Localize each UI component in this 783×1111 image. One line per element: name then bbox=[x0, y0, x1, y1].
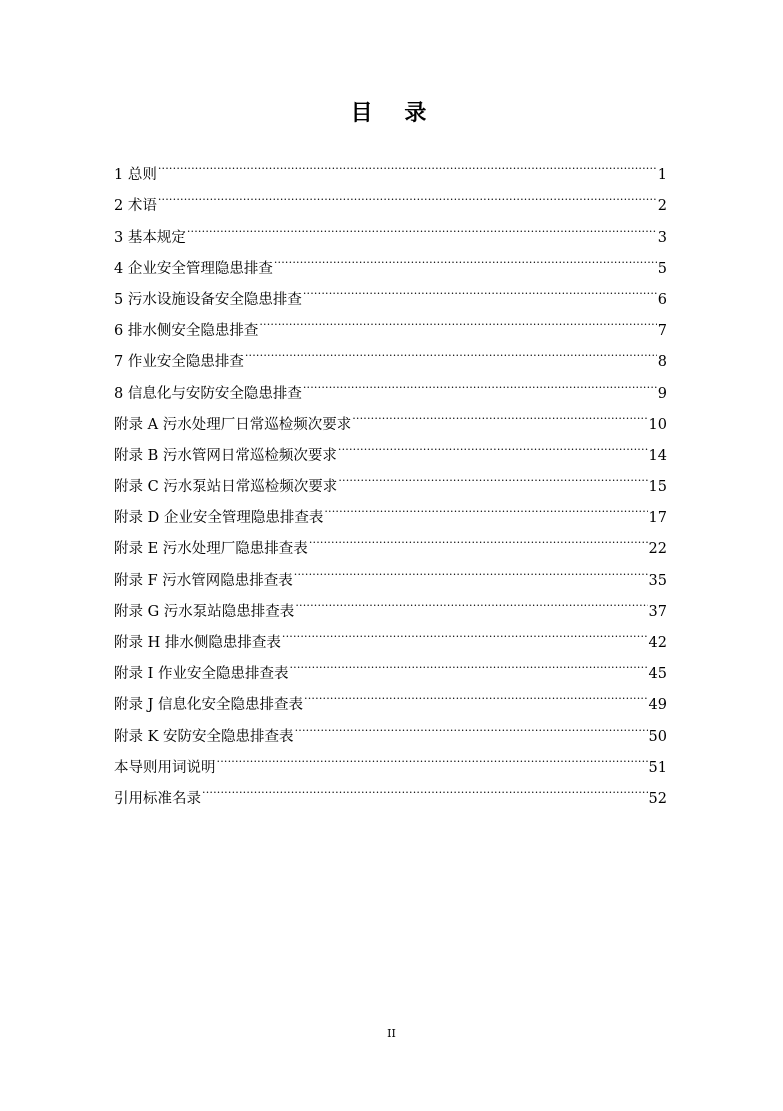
toc-dot-leader bbox=[324, 491, 647, 522]
toc-dot-leader bbox=[158, 179, 657, 210]
toc-entry-page: 15 bbox=[648, 479, 667, 496]
toc-entry[interactable] bbox=[114, 210, 667, 246]
toc-entry-label: 附录 I 作业安全隐患排查表 bbox=[114, 666, 289, 683]
toc-entry-page: 42 bbox=[648, 635, 667, 651]
toc-entry[interactable] bbox=[114, 148, 667, 184]
toc-entry-label: 附录 D 企业安全管理隐患排查表 bbox=[114, 510, 324, 527]
toc-entry-page: 1 bbox=[657, 167, 667, 184]
toc-entry-page: 35 bbox=[648, 572, 667, 589]
toc-title: 目 录 bbox=[350, 101, 439, 126]
toc-entry-page: 5 bbox=[657, 260, 667, 277]
toc-dot-leader bbox=[295, 709, 648, 740]
toc-dot-leader bbox=[245, 335, 657, 366]
toc-dot-leader bbox=[282, 616, 648, 647]
toc-dot-leader bbox=[352, 398, 647, 429]
toc-entry-page: 52 bbox=[648, 790, 667, 807]
toc-entry[interactable] bbox=[114, 242, 667, 277]
toc-dot-leader bbox=[303, 273, 657, 304]
toc-entry-page: 37 bbox=[648, 603, 667, 620]
toc-entry-page: 2 bbox=[657, 198, 667, 215]
toc-dot-leader bbox=[202, 772, 648, 803]
toc-entry[interactable] bbox=[114, 179, 667, 215]
toc-entry-label: 4 企业安全管理隐患排查 bbox=[114, 260, 273, 277]
toc-dot-leader bbox=[158, 148, 657, 179]
toc-entry-page: 51 bbox=[648, 759, 667, 776]
toc-dot-leader bbox=[295, 585, 647, 616]
toc-entry-page: 49 bbox=[648, 697, 667, 714]
toc-entry-page: 17 bbox=[648, 510, 667, 527]
toc-dot-leader bbox=[289, 647, 647, 678]
toc-dot-leader bbox=[304, 678, 648, 709]
toc-dot-leader bbox=[309, 522, 648, 553]
toc-entry-page: 6 bbox=[657, 291, 667, 308]
toc-entry-label: 附录 H 排水侧隐患排查表 bbox=[114, 635, 281, 651]
toc-entry-label: 附录 F 污水管网隐患排查表 bbox=[114, 572, 293, 589]
toc-entry-label: 引用标准名录 bbox=[114, 790, 201, 807]
toc-entry-label: 1 总则 bbox=[114, 167, 157, 184]
toc-entry-page: 9 bbox=[657, 385, 667, 402]
toc-dot-leader bbox=[303, 366, 657, 397]
toc-list bbox=[114, 148, 667, 807]
toc-entry-label: 附录 B 污水管网日常巡检频次要求 bbox=[114, 447, 337, 464]
toc-dot-leader bbox=[187, 210, 657, 241]
page-number: II bbox=[387, 1027, 396, 1040]
toc-entry-page: 14 bbox=[648, 447, 667, 464]
toc-dot-leader bbox=[338, 429, 648, 460]
toc-dot-leader bbox=[259, 304, 656, 335]
toc-entry-page: 3 bbox=[657, 229, 667, 246]
toc-entry-page: 22 bbox=[648, 541, 667, 558]
toc-entry-label: 附录 E 污水处理厂隐患排查表 bbox=[114, 541, 308, 558]
toc-entry-label: 附录 C 污水泵站日常巡检频次要求 bbox=[114, 479, 338, 496]
toc-entry-page: 50 bbox=[648, 728, 667, 745]
toc-dot-leader bbox=[294, 553, 648, 584]
toc-dot-leader bbox=[274, 242, 657, 273]
toc-entry-label: 附录 A 污水处理厂日常巡检频次要求 bbox=[114, 416, 352, 433]
toc-entry-label: 附录 G 污水泵站隐患排查表 bbox=[114, 603, 295, 620]
toc-entry-label: 5 污水设施设备安全隐患排查 bbox=[114, 291, 302, 308]
toc-dot-leader bbox=[338, 460, 647, 491]
toc-entry-label: 附录 K 安防安全隐患排查表 bbox=[114, 728, 294, 745]
toc-entry-page: 10 bbox=[648, 416, 667, 433]
toc-entry-label: 7 作业安全隐患排查 bbox=[114, 354, 244, 371]
toc-entry-label: 附录 J 信息化安全隐患排查表 bbox=[114, 697, 304, 714]
toc-entry-page: 45 bbox=[648, 666, 667, 683]
toc-dot-leader bbox=[217, 741, 648, 772]
toc-entry-page: 8 bbox=[657, 354, 667, 371]
toc-entry-label: 8 信息化与安防安全隐患排查 bbox=[114, 385, 302, 402]
toc-entry-page: 7 bbox=[657, 323, 667, 340]
toc-entry-label: 本导则用词说明 bbox=[114, 759, 216, 776]
toc-entry-label: 6 排水侧安全隐患排查 bbox=[114, 323, 259, 340]
toc-entry-label: 3 基本规定 bbox=[114, 229, 186, 246]
toc-entry-label: 2 术语 bbox=[114, 198, 157, 215]
